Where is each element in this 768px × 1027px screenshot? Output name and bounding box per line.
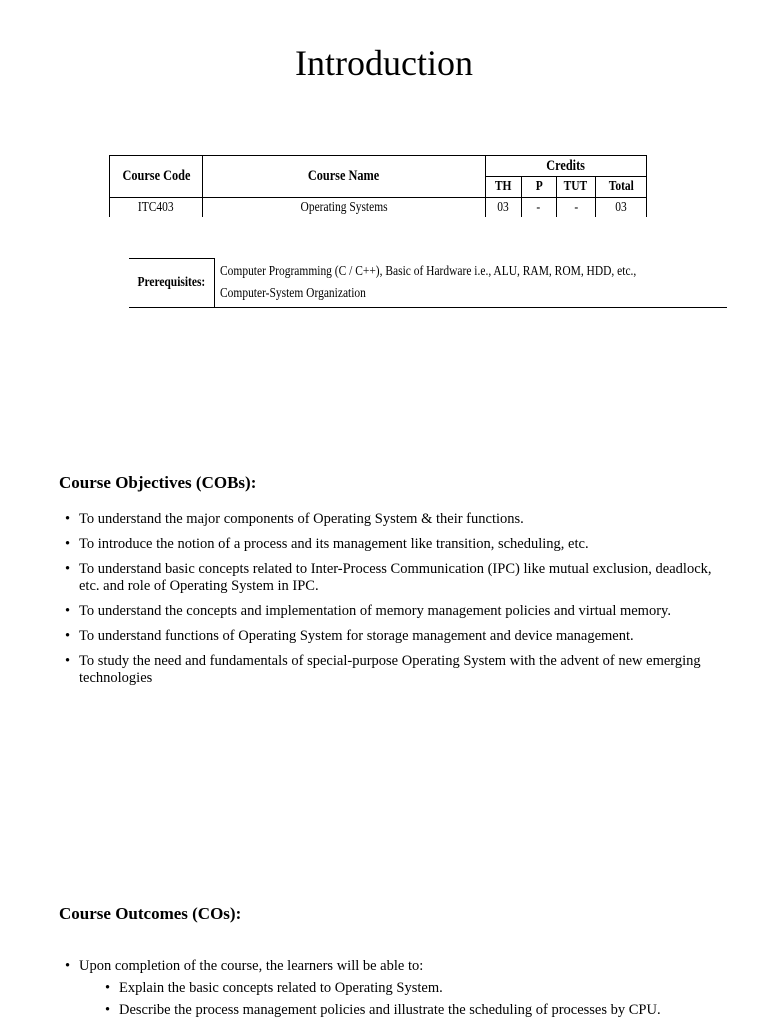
list-item: • To understand the major components of Operating System & their functions. (63, 511, 723, 528)
outcomes-intro: Upon completion of the course, the learners will be able to: (79, 958, 424, 974)
prerequisites-table (129, 258, 727, 308)
list-item: • To understand basic concepts related to Inter-Process Communication (IPC) like mutual exclusion, deadlock, etc. and role of Operating System in IPC. (63, 561, 723, 595)
list-item: • Describe the process management policies and illustrate the scheduling of processes by CPU. (103, 1002, 723, 1019)
cell-p: - (521, 198, 556, 218)
page-title: Introduction (295, 43, 473, 83)
outcomes-heading: Course Outcomes (COs): (59, 904, 242, 923)
header-course-code: Course Code (110, 156, 203, 198)
list-item: • Explain the basic concepts related to Operating System. (103, 980, 723, 997)
prerequisites-label: Prerequisites: (129, 259, 214, 308)
cell-course-name: Operating Systems (203, 198, 486, 218)
header-credits: Credits (485, 156, 646, 177)
list-item: • To study the need and fundamentals of special-purpose Operating System with the advent of new emerging technologies (63, 653, 723, 687)
prerequisites-line-2: Computer-System Organization (219, 285, 366, 301)
prerequisites-value (214, 259, 727, 308)
cell-total: 03 (595, 198, 646, 218)
list-item: • To understand functions of Operating System for storage management and device management. (63, 628, 723, 645)
cell-tut: - (556, 198, 595, 218)
header-course-name: Course Name (203, 156, 486, 198)
list-item: • To understand the concepts and implementation of memory management policies and virtual memory. (63, 603, 723, 620)
prerequisites-line-1: Computer Programming (C / C++), Basic of Hardware i.e., ALU, RAM, ROM, HDD, etc., (219, 263, 636, 279)
header-total: Total (595, 177, 646, 198)
outcomes-list (63, 958, 723, 1027)
cell-th: 03 (485, 198, 521, 218)
cell-course-code: ITC403 (110, 198, 203, 218)
list-item: • To introduce the notion of a process and its management like transition, scheduling, etc. (63, 536, 723, 553)
header-tut: TUT (556, 177, 595, 198)
list-item (63, 958, 723, 1019)
table-row (110, 198, 647, 218)
header-th: TH (485, 177, 521, 198)
outcomes-sublist (103, 980, 723, 1019)
header-p: P (521, 177, 556, 198)
objectives-heading: Course Objectives (COBs): (59, 473, 257, 492)
objectives-list (63, 511, 723, 695)
course-table (109, 155, 647, 217)
